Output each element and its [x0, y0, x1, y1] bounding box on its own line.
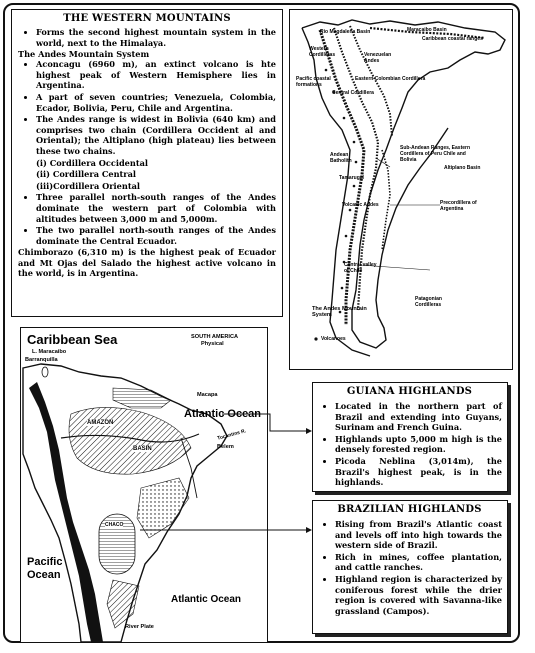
guiana-box — [312, 382, 508, 492]
andes-map-box — [289, 9, 513, 370]
label-subandean: Sub-Andean Ranges, Eastern Cordillera of Peru Chile and Bolivia — [400, 145, 471, 163]
label-belem: Belem — [217, 444, 234, 450]
label-precordillera: Precordillera of Argentina — [440, 200, 477, 212]
brazilian-box — [312, 500, 508, 634]
label-basin: BASIN — [133, 446, 152, 452]
label-western-cordilleras: Western Cordilleras — [309, 46, 336, 58]
label-lake-maracaibo: L. Maracaibo — [32, 349, 67, 355]
western-bullet-1: • Forms the second highest mountain system in the world, next to the Himalaya. — [36, 27, 276, 48]
andes-bullet: • Aconcagu (6960 m), an extinct volcano is hte highest peak of Western Hemisphere lies in Argentina. — [36, 59, 276, 91]
label-caribbean-ranges: Caribbean coastal ranges — [422, 36, 483, 42]
label-andes-system: The Andes Mountain System — [312, 306, 367, 318]
andes-bullet: • The two parallel north-south ranges of the Andes dominate the Central Ecuador. — [36, 225, 276, 246]
brazilian-title: BRAZILIAN HIGHLANDS — [337, 504, 482, 515]
label-tocantins: Tocantins R. — [216, 428, 247, 442]
guiana-title: GUIANA HIGHLANDS — [346, 386, 473, 397]
label-atlantic-north: Atlantic Ocean — [184, 408, 262, 420]
guiana-bullet: • Highlands upto 5,000 m high is the densely forested region. — [335, 434, 502, 455]
label-macapa: Macapa — [197, 392, 218, 398]
label-patagonian: Patagonian Cordilleras — [415, 296, 442, 308]
western-closing: Chimborazo (6,310 m) is the highest peak of Ecuador and Mt Ojas del Salado the highest active volcano in the world, is in Argentina. — [18, 247, 276, 279]
guiana-bullet: • Picoda Neblina (3,014m), the Brazil's highest peak, is in the highlands. — [335, 456, 502, 488]
label-river-plate: River Plate — [125, 624, 154, 630]
cordillera-item: (i) Cordillera Occidental — [36, 157, 149, 168]
andes-bullet: • The Andes range is widest in Bolivia (640 km) and comprises two chain (Cordillera Occident al and Oriental); the Altiplano (high plateau) lies between these two chains. — [36, 114, 276, 156]
label-amazon: AMAZON — [87, 420, 114, 426]
label-sa-title: SOUTH AMERICA — [191, 334, 239, 340]
andes-bullet: • Three parallel north-south ranges of the Andes dominate the western part of Colombia with altitudes between 3,000 m and 5,000m. — [36, 192, 276, 224]
label-barranquilla: Barranquilla — [25, 357, 58, 363]
label-tamarugal: Tamarugal — [339, 175, 364, 181]
label-volcanoes: Volcanoes — [321, 336, 346, 342]
cordillera-item: (ii) Cordillera Central — [36, 169, 137, 180]
label-central-valley: Central valley of Chile — [344, 262, 377, 274]
western-mountains-box — [11, 9, 283, 317]
label-andean-batholith: Andean Batholith — [330, 152, 352, 164]
guiana-bullet: • Located in the northern part of Brazil and extending into Guyans, Surinam and French Guina. — [335, 401, 502, 433]
label-atlantic-south: Atlantic Ocean — [171, 594, 242, 605]
label-maracaibo-basin: Maracaibo Basin — [407, 27, 447, 33]
andes-bullet: • A part of seven countries; Venezuela, Colombia, Ecador, Bolivia, Peru, Chile and Argentina. — [36, 92, 276, 113]
label-rio-magdalena: Rio Magdalena Basin — [320, 29, 371, 35]
label-pacific-coastal: Pacific coastal formations — [296, 76, 331, 88]
label-volcanic-andes: Volcanic Andes — [342, 202, 379, 208]
label-venezuelan-andes: Venezuelan Andes — [364, 52, 392, 64]
cordillera-item: (iii)Cordillera Oriental — [36, 180, 141, 191]
label-central-cordillera: Central Cordillera — [332, 90, 374, 96]
label-eastern-colombian: Eastern Colombian Cordillera — [355, 76, 426, 82]
label-chaco: CHACO — [105, 522, 124, 528]
brazilian-bullet: • Highland region is characterized by coniferous forest while the drier region is covered with Savanna-like grassland (Campos). — [335, 574, 502, 616]
label-sa-subtitle: Physical — [201, 341, 224, 347]
label-altiplano: Altiplano Basin — [444, 165, 481, 171]
brazilian-bullet: • Rising from Brazil's Atlantic coast and levels off into high towards the western side of Brazil. — [335, 519, 502, 551]
label-caribbean-sea: Caribbean Sea — [27, 332, 118, 347]
label-pacific-ocean: Pacific Ocean — [27, 556, 63, 581]
western-title: THE WESTERN MOUNTAINS — [63, 13, 231, 24]
sa-map-box — [20, 327, 268, 643]
brazilian-bullet: • Rich in mines, coffee plantation, and cattle ranches. — [335, 552, 502, 573]
andes-heading: The Andes Mountain System — [18, 49, 150, 60]
